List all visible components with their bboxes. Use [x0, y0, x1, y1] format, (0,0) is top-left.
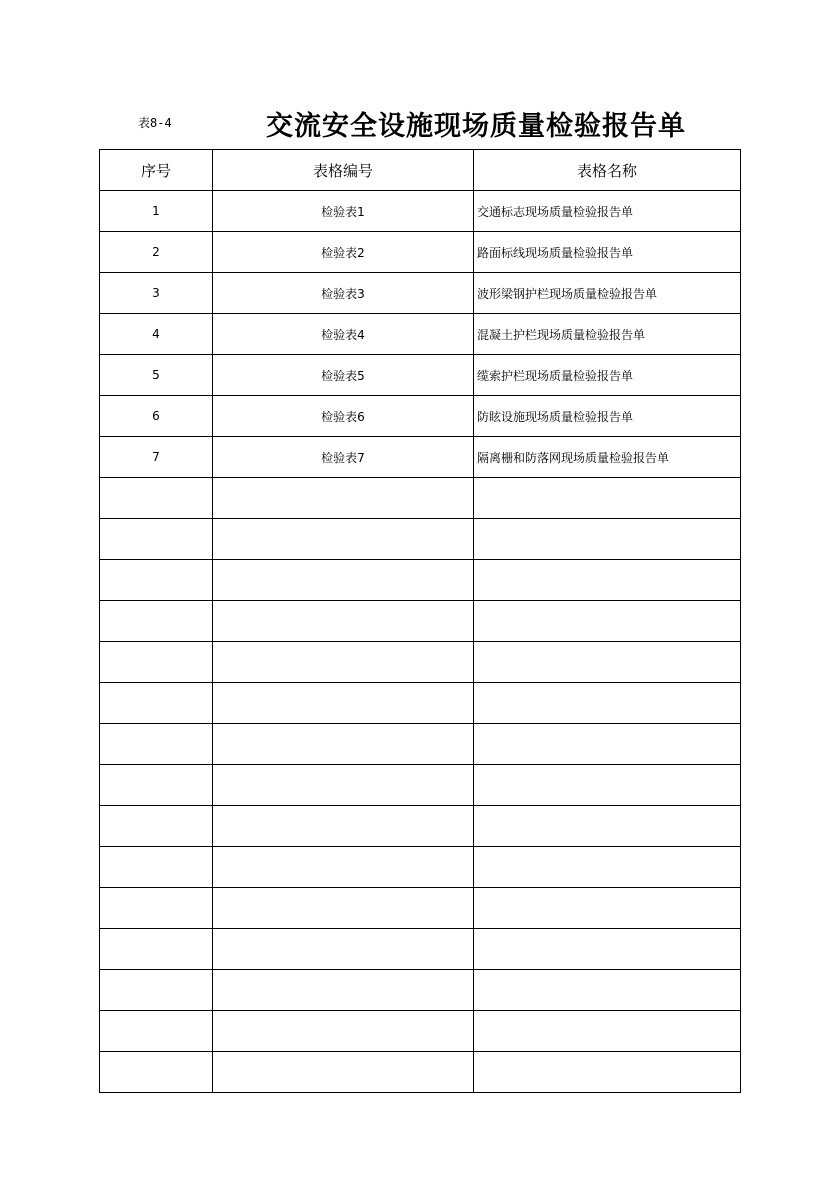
cell-seq — [100, 724, 213, 765]
cell-form-name — [474, 601, 741, 642]
cell-form-code — [213, 519, 474, 560]
cell-seq — [100, 806, 213, 847]
cell-seq: 5 — [100, 355, 213, 396]
cell-seq: 2 — [100, 232, 213, 273]
table-row — [100, 232, 741, 273]
table-row — [100, 683, 741, 724]
table-row — [100, 888, 741, 929]
cell-form-code — [213, 929, 474, 970]
cell-seq: 4 — [100, 314, 213, 355]
cell-form-code: 检验表3 — [213, 273, 474, 314]
cell-form-name — [474, 519, 741, 560]
cell-seq — [100, 560, 213, 601]
cell-form-name: 交通标志现场质量检验报告单 — [474, 191, 741, 232]
table-row — [100, 437, 741, 478]
table-row — [100, 478, 741, 519]
cell-form-name — [474, 765, 741, 806]
cell-seq — [100, 519, 213, 560]
cell-form-code — [213, 1011, 474, 1052]
cell-form-code — [213, 888, 474, 929]
table-header-row — [100, 150, 741, 191]
cell-form-name: 缆索护栏现场质量检验报告单 — [474, 355, 741, 396]
table-row — [100, 847, 741, 888]
table-body — [100, 191, 741, 1093]
cell-form-name — [474, 1052, 741, 1093]
cell-seq: 1 — [100, 191, 213, 232]
table-row — [100, 191, 741, 232]
cell-form-code — [213, 560, 474, 601]
cell-form-name — [474, 478, 741, 519]
cell-seq — [100, 888, 213, 929]
table-row — [100, 970, 741, 1011]
table-row — [100, 1011, 741, 1052]
table-row — [100, 355, 741, 396]
document-title: 交流安全设施现场质量检验报告单 — [266, 111, 686, 142]
table-row — [100, 273, 741, 314]
cell-form-name — [474, 806, 741, 847]
cell-form-code — [213, 601, 474, 642]
cell-form-name — [474, 970, 741, 1011]
column-header-form-name: 表格名称 — [474, 150, 741, 191]
cell-seq — [100, 478, 213, 519]
cell-form-name: 路面标线现场质量检验报告单 — [474, 232, 741, 273]
cell-form-name — [474, 724, 741, 765]
cell-form-code — [213, 1052, 474, 1093]
cell-form-name — [474, 642, 741, 683]
cell-form-code: 检验表6 — [213, 396, 474, 437]
cell-form-name — [474, 929, 741, 970]
cell-seq — [100, 601, 213, 642]
cell-form-code — [213, 970, 474, 1011]
cell-seq: 6 — [100, 396, 213, 437]
cell-seq — [100, 1011, 213, 1052]
cell-form-name: 波形梁钢护栏现场质量检验报告单 — [474, 273, 741, 314]
cell-form-name — [474, 1011, 741, 1052]
table-row — [100, 929, 741, 970]
cell-form-code — [213, 806, 474, 847]
cell-form-name: 防眩设施现场质量检验报告单 — [474, 396, 741, 437]
form-index-table — [99, 149, 741, 1093]
cell-form-name — [474, 560, 741, 601]
table-row — [100, 765, 741, 806]
table-row — [100, 396, 741, 437]
cell-form-code — [213, 683, 474, 724]
cell-seq: 7 — [100, 437, 213, 478]
cell-form-code — [213, 724, 474, 765]
table-row — [100, 519, 741, 560]
column-header-form-code: 表格编号 — [213, 150, 474, 191]
cell-form-name — [474, 847, 741, 888]
cell-form-code — [213, 847, 474, 888]
table-row — [100, 1052, 741, 1093]
cell-form-code: 检验表7 — [213, 437, 474, 478]
cell-form-name — [474, 888, 741, 929]
column-header-seq: 序号 — [100, 150, 213, 191]
cell-form-code — [213, 478, 474, 519]
cell-form-code: 检验表5 — [213, 355, 474, 396]
cell-form-code: 检验表2 — [213, 232, 474, 273]
table-row — [100, 806, 741, 847]
cell-form-code: 检验表1 — [213, 191, 474, 232]
cell-seq: 3 — [100, 273, 213, 314]
cell-seq — [100, 642, 213, 683]
cell-seq — [100, 929, 213, 970]
cell-form-name: 隔离栅和防落网现场质量检验报告单 — [474, 437, 741, 478]
cell-form-code: 检验表4 — [213, 314, 474, 355]
table-row — [100, 642, 741, 683]
cell-form-code — [213, 642, 474, 683]
table-row — [100, 601, 741, 642]
cell-seq — [100, 765, 213, 806]
cell-form-name: 混凝土护栏现场质量检验报告单 — [474, 314, 741, 355]
cell-seq — [100, 683, 213, 724]
table-row — [100, 314, 741, 355]
cell-seq — [100, 847, 213, 888]
cell-form-code — [213, 765, 474, 806]
cell-seq — [100, 970, 213, 1011]
table-code-label: 表8-4 — [138, 116, 172, 130]
table-row — [100, 560, 741, 601]
cell-form-name — [474, 683, 741, 724]
cell-seq — [100, 1052, 213, 1093]
table-row — [100, 724, 741, 765]
